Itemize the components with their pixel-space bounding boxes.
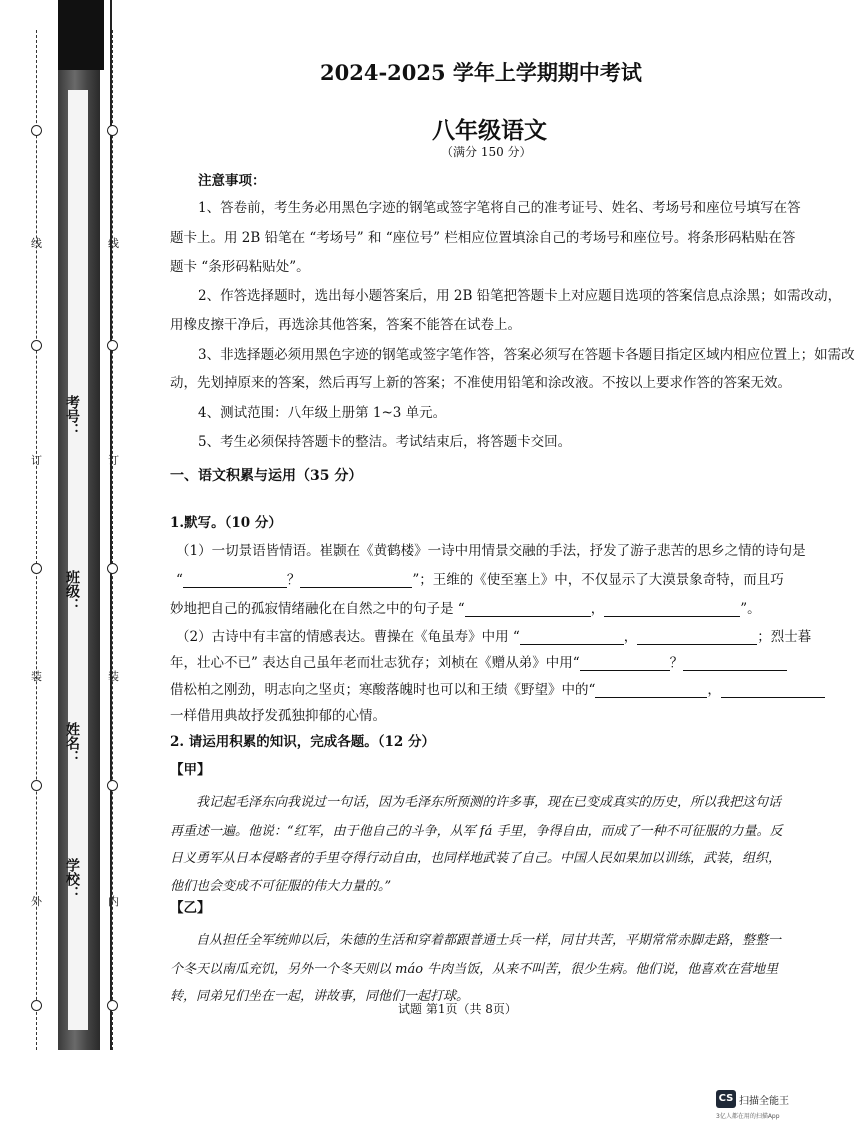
- binding-hole-circle: [31, 125, 42, 136]
- scanner-watermark: [716, 1090, 790, 1120]
- notice-line: 1、答卷前，考生务必用黑色字迹的钢笔或签字笔将自己的准考证号、姓名、考场号和座位号填写在答: [198, 200, 801, 216]
- answer-blank[interactable]: [465, 604, 591, 617]
- q1-line: [170, 657, 787, 671]
- q1-text: ？: [669, 655, 684, 671]
- notice-line: 3、非选择题必须用黑色字迹的钢笔或签字笔作答，答案必须写在答题卡各题目指定区域内相应位置上；如需改: [198, 347, 855, 363]
- q1-text: ”；王维的《使至塞上》中，不仅显示了大漠景象奇特，而且巧: [412, 572, 784, 588]
- school-field-label: 学校：: [64, 858, 80, 900]
- notice-line: 5、考生必须保持答题卡的整洁。考试结束后，将答题卡交回。: [198, 434, 572, 450]
- q1-text: 妙地把自己的孤寂情绪融化在自然之中的句子是 “: [170, 601, 465, 617]
- q1-text: ”。: [740, 601, 761, 617]
- q1-line: （1）一切景语皆情语。崔颢在《黄鹤楼》一诗中用情景交融的手法，抒发了游子悲苦的思乡之情的诗句是: [176, 543, 806, 559]
- q1-text: ，: [707, 682, 721, 698]
- passage-label-yi: 【乙】: [170, 900, 211, 916]
- page-footer: 试题 第1页（共 8页）: [398, 1002, 517, 1016]
- passage-jia-line: 我记起毛泽东向我说过一句话，因为毛泽东所预测的许多事，现在已变成真实的历史，所以我把这句话: [196, 795, 782, 810]
- binding-hole-circle: [107, 340, 118, 351]
- seal-char-inner: 线: [108, 237, 119, 250]
- notice-line: 题卡 “条形码粘贴处”。: [170, 259, 310, 275]
- notice-line: 用橡皮擦干净后，再选涂其他答案，答案不能答在试卷上。: [170, 317, 521, 333]
- notice-line: 4、测试范围：八年级上册第 1~3 单元。: [198, 405, 447, 421]
- seal-char-outer: 装: [31, 670, 42, 683]
- binding-hole-circle: [107, 780, 118, 791]
- q1-text: 借松柏之刚劲，明志向之坚贞；寒酸落魄时也可以和王绩《野望》中的“: [170, 682, 596, 698]
- camscanner-logo-icon: CS: [716, 1090, 736, 1108]
- seal-char-outer: 订: [31, 454, 42, 467]
- q1-text: ，: [590, 601, 605, 617]
- passage-jia-line: 再重述一遍。他说：“红军，由于他自己的斗争，从军 fá 手里，争得自由，而成了一种不可征服的力量。反: [170, 824, 783, 839]
- binding-hole-circle: [107, 125, 118, 136]
- notice-heading: 注意事项：: [198, 173, 266, 189]
- answer-blank[interactable]: [595, 685, 707, 698]
- q1-line: [170, 684, 825, 698]
- scanner-tagline: 3亿人都在用的扫描App: [716, 1113, 780, 1120]
- binding-hole-circle: [31, 340, 42, 351]
- score-note: （满分 150 分）: [441, 145, 532, 159]
- q1-text: ；烈士暮: [757, 629, 812, 645]
- name-field-label: 姓名：: [64, 722, 80, 764]
- question-2-heading: 2. 请运用积累的知识，完成各题。（12 分）: [170, 734, 436, 750]
- exam-title: 2024-2025 学年上学期期中考试: [320, 60, 642, 85]
- seal-char-outer: 线: [31, 237, 42, 250]
- q1-line: [176, 631, 811, 645]
- binding-hole-circle: [107, 1000, 118, 1011]
- notice-line: 动，先划掉原来的答案，然后再写上新的答案；不准使用铅笔和涂改液。不按以上要求作答的答案无效。: [170, 375, 791, 391]
- subject-title: 八年级语文: [432, 117, 547, 144]
- class-field-label: 班级：: [64, 570, 80, 612]
- answer-blank[interactable]: [637, 632, 757, 645]
- exam-number-field-label: 考号：: [64, 395, 80, 437]
- q1-text: 年，壮心不已” 表达自己虽年老而壮志犹存；刘桢在《赠从弟》中用“: [170, 655, 580, 671]
- question-1-heading: 1.默写。（10 分）: [170, 515, 282, 531]
- binding-hole-circle: [31, 1000, 42, 1011]
- binding-hole-circle: [31, 563, 42, 574]
- q1-text: （2）古诗中有丰富的情感表达。曹操在《龟虽寿》中用 “: [176, 629, 520, 645]
- seal-char-inner: 内: [108, 895, 119, 908]
- passage-jia-line: 日义勇军从日本侵略者的手里夺得行动自由，也同样地武装了自己。中国人民如果加以训练，武装，组织，: [170, 851, 782, 866]
- answer-blank[interactable]: [183, 575, 287, 588]
- seal-char-inner: 装: [108, 670, 119, 683]
- seal-char-outer: 外: [31, 895, 42, 908]
- q1-text: ，: [623, 629, 638, 645]
- binding-black-block: [58, 0, 104, 70]
- q1-line: [176, 574, 784, 588]
- passage-yi-line: 转，同弟兄们坐在一起，讲故事，同他们一起打球。: [170, 989, 470, 1004]
- answer-blank[interactable]: [604, 604, 740, 617]
- q1-text: ？: [286, 572, 301, 588]
- section-heading: 一、语文积累与运用（35 分）: [170, 468, 363, 484]
- passage-yi-line: 自从担任全军统帅以后，朱德的生活和穿着都跟普通士兵一样，同甘共苦，平期常常赤脚走路，整整一: [196, 933, 782, 948]
- answer-blank[interactable]: [300, 575, 412, 588]
- notice-line: 2、作答选择题时，选出每小题答案后，用 2B 铅笔把答题卡上对应题目选项的答案信息点涂黑；如需改动，: [198, 288, 842, 304]
- binding-hole-circle: [31, 780, 42, 791]
- q1-line: [170, 603, 761, 617]
- binding-hole-circle: [107, 563, 118, 574]
- answer-blank[interactable]: [683, 658, 787, 671]
- passage-jia-line: 他们也会变成不可征服的伟大力量的。”: [170, 879, 392, 894]
- answer-blank[interactable]: [721, 685, 825, 698]
- q1-line: 一样借用典故抒发孤独抑郁的心情。: [170, 708, 386, 724]
- answer-blank[interactable]: [580, 658, 670, 671]
- passage-label-jia: 【甲】: [170, 762, 211, 778]
- answer-blank[interactable]: [520, 632, 624, 645]
- seal-char-inner: 订: [108, 454, 119, 467]
- notice-line: 题卡上。用 2B 铅笔在 “考场号” 和 “座位号” 栏相应位置填涂自己的考场号和座位号。将条形码粘贴在答: [170, 230, 796, 246]
- scanner-brand: 扫描全能王: [739, 1096, 789, 1107]
- passage-yi-line: 个冬天以南瓜充饥，另外一个冬天则以 máo 牛肉当饭，从来不叫苦，很少生病。他们说，他喜欢在营地里: [170, 962, 779, 977]
- q1-text: “: [176, 572, 183, 588]
